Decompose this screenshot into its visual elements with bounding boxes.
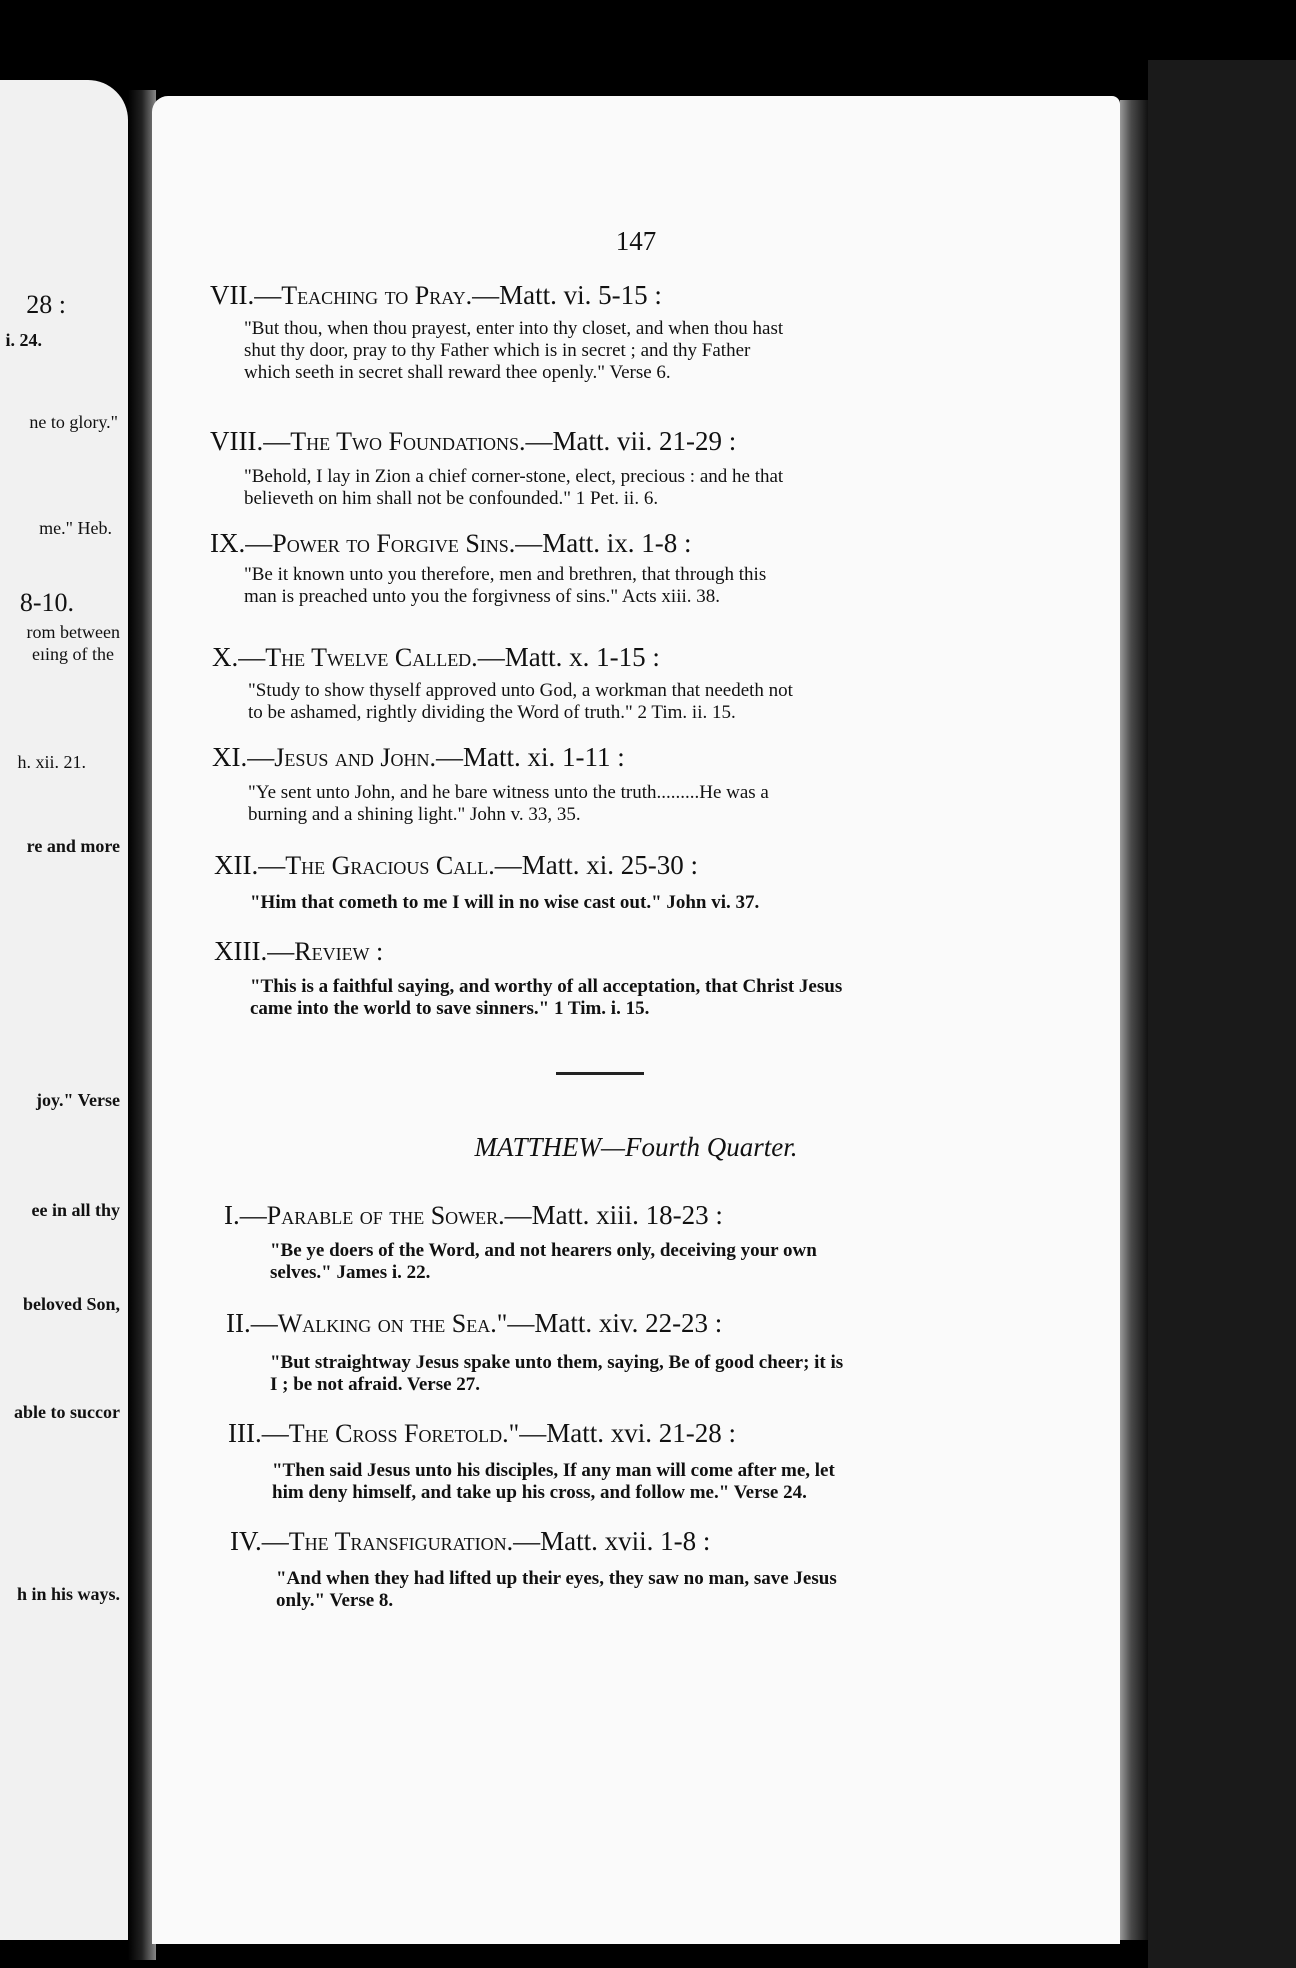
lesson-title: The Gracious Call. — [285, 851, 495, 880]
left-fragment-10: joy." Verse — [36, 1090, 120, 1110]
book-page — [152, 96, 1120, 1944]
lesson-reference: Matt. vi. 5-15 : — [499, 280, 662, 310]
left-fragment-1: 28 : — [26, 290, 66, 319]
lesson-heading: XI.—Jesus and John.—Matt. xi. 1-11 : — [212, 742, 625, 772]
left-fragment-11: ee in all thy — [31, 1200, 120, 1220]
golden-text: "Be ye doers of the Word, and not hearers only, deceiving your own selves." James i. 22. — [270, 1240, 817, 1283]
golden-text: "Then said Jesus unto his disciples, If any man will come after me, let him deny himself, and take up his cross, and follow me." Verse 24. — [272, 1460, 835, 1503]
lesson-reference: Matt. xi. 1-11 : — [463, 742, 625, 772]
lesson-number: III. — [228, 1418, 262, 1448]
lesson-number: IV. — [230, 1526, 262, 1556]
lesson-title: The Transfiguration. — [288, 1527, 514, 1556]
golden-text: "Study to show thyself approved unto God, a workman that needeth not to be ashamed, rightly dividing the Word of truth." 2 Tim. ii. 15. — [248, 680, 793, 723]
golden-text: "Him that cometh to me I will in no wise cast out." John vi. 37. — [250, 892, 760, 913]
lesson-number: I. — [224, 1200, 240, 1230]
lesson-title: Power to Forgive Sins. — [272, 529, 516, 558]
lesson-number: IX. — [210, 528, 246, 558]
lesson-number: XI. — [212, 742, 248, 772]
page-edge — [1120, 100, 1148, 1940]
lesson-number: VIII. — [210, 426, 264, 456]
lesson-title: Walking on the Sea." — [277, 1309, 508, 1338]
left-fragment-6: rom between — [26, 622, 120, 642]
lesson-reference: Matt. x. 1-15 : — [504, 642, 660, 672]
left-fragment-2: i. 24. — [5, 330, 42, 350]
lesson-title: The Twelve Called. — [265, 643, 478, 672]
lesson-heading: XIII.—Review : — [214, 936, 384, 966]
lesson-heading: II.—Walking on the Sea."—Matt. xiv. 22-23 : — [226, 1308, 723, 1338]
lesson-number: VII. — [210, 280, 255, 310]
lesson-heading: X.—The Twelve Called.—Matt. x. 1-15 : — [212, 642, 660, 672]
lesson-heading: I.—Parable of the Sower.—Matt. xiii. 18-23 : — [224, 1200, 723, 1230]
page-number: 147 — [615, 226, 657, 256]
lesson-title: The Two Foundations. — [290, 427, 526, 456]
lesson-reference: Matt. xiii. 18-23 : — [531, 1200, 723, 1230]
golden-text: "And when they had lifted up their eyes, they saw no man, save Jesus only." Verse 8. — [276, 1568, 837, 1611]
left-fragment-3: ne to glory." — [29, 412, 118, 432]
lesson-heading: IV.—The Transfiguration.—Matt. xvii. 1-8 : — [230, 1526, 711, 1556]
left-fragment-5: 8-10. — [19, 588, 74, 617]
lesson-number: X. — [212, 642, 239, 672]
background-dark-edge — [1148, 60, 1296, 1968]
golden-text: "Be it known unto you therefore, men and brethren, that through this man is preached unto you the forgivness of sins." Acts xiii. 38. — [244, 564, 767, 607]
lesson-heading: XII.—The Gracious Call.—Matt. xi. 25-30 : — [214, 850, 698, 880]
section-title: MATTHEW—Fourth Quarter. — [474, 1132, 798, 1162]
golden-text: "Behold, I lay in Zion a chief corner-stone, elect, precious : and he that believeth on him shall not be confounded." 1 Pet. ii. 6. — [244, 466, 784, 509]
lesson-title: The Cross Foretold." — [288, 1419, 520, 1448]
lesson-title: Jesus and John. — [274, 743, 436, 772]
lesson-title: Parable of the Sower. — [266, 1201, 505, 1230]
golden-text: "This is a faithful saying, and worthy of all acceptation, that Christ Jesus came into the world to save sinners." 1 Tim. i. 15. — [250, 976, 843, 1019]
lesson-reference: Matt. ix. 1-8 : — [542, 528, 692, 558]
lesson-number: XIII. — [214, 936, 268, 966]
section-divider — [556, 1072, 644, 1075]
lesson-reference: Matt. xvi. 21-28 : — [546, 1418, 736, 1448]
left-fragment-12: beloved Son, — [22, 1294, 120, 1314]
left-fragment-8: h. xii. 21. — [17, 752, 86, 772]
golden-text: "Ye sent unto John, and he bare witness unto the truth.........He was a burning and a shining light." John v. 33, 35. — [248, 782, 769, 825]
lesson-heading: VIII.—The Two Foundations.—Matt. vii. 21-29 : — [210, 426, 737, 456]
lesson-number: XII. — [214, 850, 259, 880]
lesson-title: Review : — [294, 937, 384, 966]
lesson-reference: Matt. xvii. 1-8 : — [540, 1526, 711, 1556]
lesson-heading: IX.—Power to Forgive Sins.—Matt. ix. 1-8 : — [210, 528, 692, 558]
left-fragment-14: h in his ways. — [16, 1584, 120, 1604]
lesson-title: Teaching to Pray. — [281, 281, 473, 310]
lesson-number: II. — [226, 1308, 251, 1338]
left-fragment-13: able to succor — [14, 1402, 120, 1422]
left-fragment-9: re and more — [26, 836, 120, 856]
lesson-heading: III.—The Cross Foretold."—Matt. xvi. 21-28 : — [228, 1418, 736, 1448]
lesson-heading: VII.—Teaching to Pray.—Matt. vi. 5-15 : — [210, 280, 662, 310]
previous-page-fragment — [0, 80, 128, 1940]
lesson-reference: Matt. xi. 25-30 : — [521, 850, 698, 880]
lesson-reference: Matt. vii. 21-29 : — [552, 426, 737, 456]
lesson-reference: Matt. xiv. 22-23 : — [534, 1308, 723, 1338]
left-fragment-4: me." Heb. — [39, 518, 112, 538]
left-fragment-7: eıing of the — [32, 644, 114, 664]
golden-text: "But thou, when thou prayest, enter into thy closet, and when thou hast shut thy door, pray to thy Father which is in secret ; and thy Father which seeth in secret shall reward thee openly." Verse 6. — [244, 318, 784, 383]
golden-text: "But straightway Jesus spake unto them, saying, Be of good cheer; it is I ; be not afraid. Verse 27. — [270, 1352, 844, 1395]
